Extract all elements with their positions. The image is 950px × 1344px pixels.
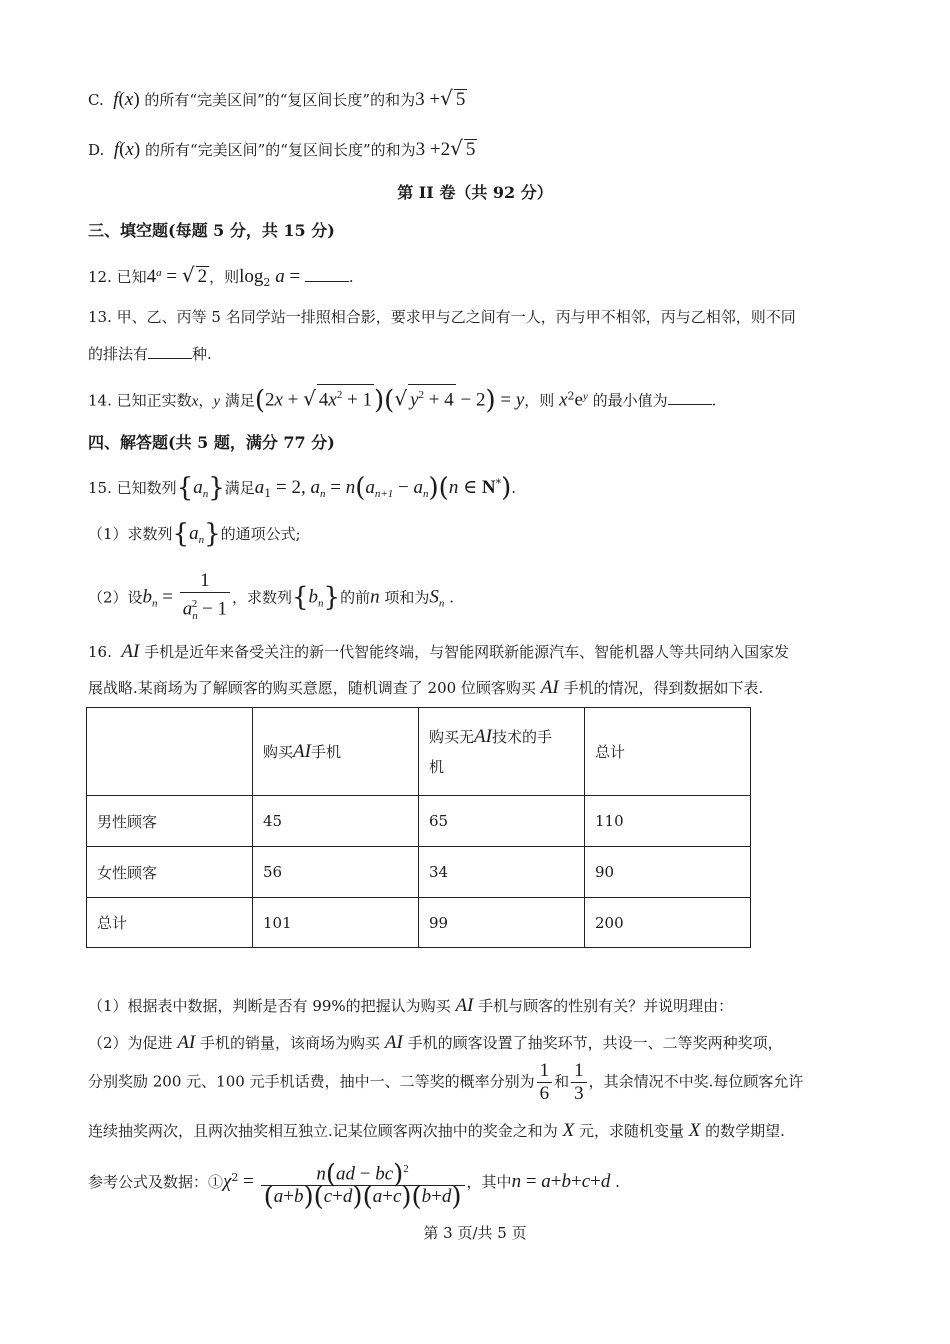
table-row: 总计 101 99 200	[87, 898, 751, 948]
question-13-line1: 13. 甲、乙、丙等 5 名同学站一排照相合影，要求甲与乙之间有一人，丙与甲不相邻，丙与乙相邻，则不同	[88, 308, 796, 326]
question-15-part1: （1）求数列$\{a_n\}$的通项公式;	[88, 519, 301, 549]
section3-title: 三、填空题(每题 5 分，共 15 分)	[88, 221, 335, 240]
question-15-part2: （2）设$b_n$ = $\frac{1}{a_n^2 - 1}$ ，求数列$\{b_n\}$的前n 项和为$S_n$ .	[88, 570, 454, 627]
section4-title: 四、解答题(共 5 题，满分 77 分)	[88, 433, 335, 452]
question-13-line2: 的排法有 种.	[88, 345, 212, 363]
chi-square-fraction: $\frac{n(ad - bc)^2}{(a+b)(c+d)(a+c)(b+d)}$	[261, 1158, 465, 1208]
reference-formula: 参考公式及数据：$①\chi^2$ = $\frac{n(ad - bc)^2}{(a+b)(c+d)(a+c)(b+d)}$ ，其中n = a+b+c+d .	[88, 1159, 620, 1213]
answer-blank[interactable]	[305, 267, 349, 282]
table-corner-cell	[87, 708, 253, 796]
part2-title: 第 II 卷（共 92 分）	[397, 183, 553, 202]
fraction: $\frac{1}{3}$	[571, 1060, 587, 1105]
question-16-part2-line1: （2）为促进 AI 手机的销量，该商场为购买 AI 手机的顾客设置了抽奖环节，共设一、二等奖两种奖项，	[88, 1032, 783, 1053]
question-14: 14. 已知正实数x，y 满足(2x + √ $4x^2 + 1)(√$ $y^2 + 4 - 2) = y$，则 $x^2e^y$ 的最小值为 .	[88, 385, 717, 416]
page-footer: 第 3 页/共 5 页	[423, 1224, 527, 1242]
question-16-part1: （1）根据表中数据，判断是否有 99%的把握认为购买 AI 手机与顾客的性别有关？并说明理由：	[88, 995, 734, 1016]
table-header-row	[87, 708, 751, 796]
radicand: 5	[465, 139, 476, 160]
question-16-part2-line3: 连续抽奖两次，且两次抽奖相互独立.记某位顾客两次抽中的奖金之和为 X 元，求随机变量 X 的数学期望.	[88, 1120, 785, 1141]
option-d: D. f(x) 的所有“完美区间”的“复区间长度”的和为3 +2√ 5	[88, 136, 476, 160]
question-16-line1: 16. AI 手机是近年来备受关注的新一代智能终端，与智能网联新能源汽车、智能机器人等共同纳入国家发	[88, 641, 790, 662]
question-12: 12. 已知$4^a$ = √ 2 ，则$\log_2 a$ = .	[88, 263, 354, 289]
option-c: C. f(x) 的所有“完美区间”的“复区间长度”的和为3 +√ 5	[88, 86, 466, 110]
survey-table	[86, 707, 751, 948]
question-15: 15. 已知数列$\{a_n\}$满足$a_1 = 2$, $a_n = n(a_{n+1} - a_n)(n$ ∈ N*).	[88, 473, 517, 503]
table-row: 男性顾客 45 65 110	[87, 796, 751, 847]
fraction: $\frac{1}{a_n^2 - 1}$	[180, 570, 230, 627]
answer-blank[interactable]	[668, 390, 712, 405]
table-header-cell: 购买无AI技术的手 机	[419, 708, 585, 796]
question-16-part2-line2: 分别奖励 200 元、100 元手机话费，抽中一、二等奖的概率分别为 $\frac{1}{6}$ 和 $\frac{1}{3}$ ，其余情况不中奖.每位顾客允许	[88, 1060, 804, 1104]
table-row: 女性顾客 56 34 90	[87, 847, 751, 898]
table-header-cell: 总计	[585, 708, 751, 796]
answer-blank[interactable]	[148, 344, 192, 359]
radicand: 5	[455, 89, 466, 110]
question-16-line2: 展战略.某商场为了解顾客的购买意愿，随机调查了 200 位顾客购买 AI 手机的情况，得到数据如下表.	[88, 677, 764, 698]
fraction: $\frac{1}{6}$	[537, 1060, 553, 1105]
table-header-cell: 购买AI手机	[253, 708, 419, 796]
